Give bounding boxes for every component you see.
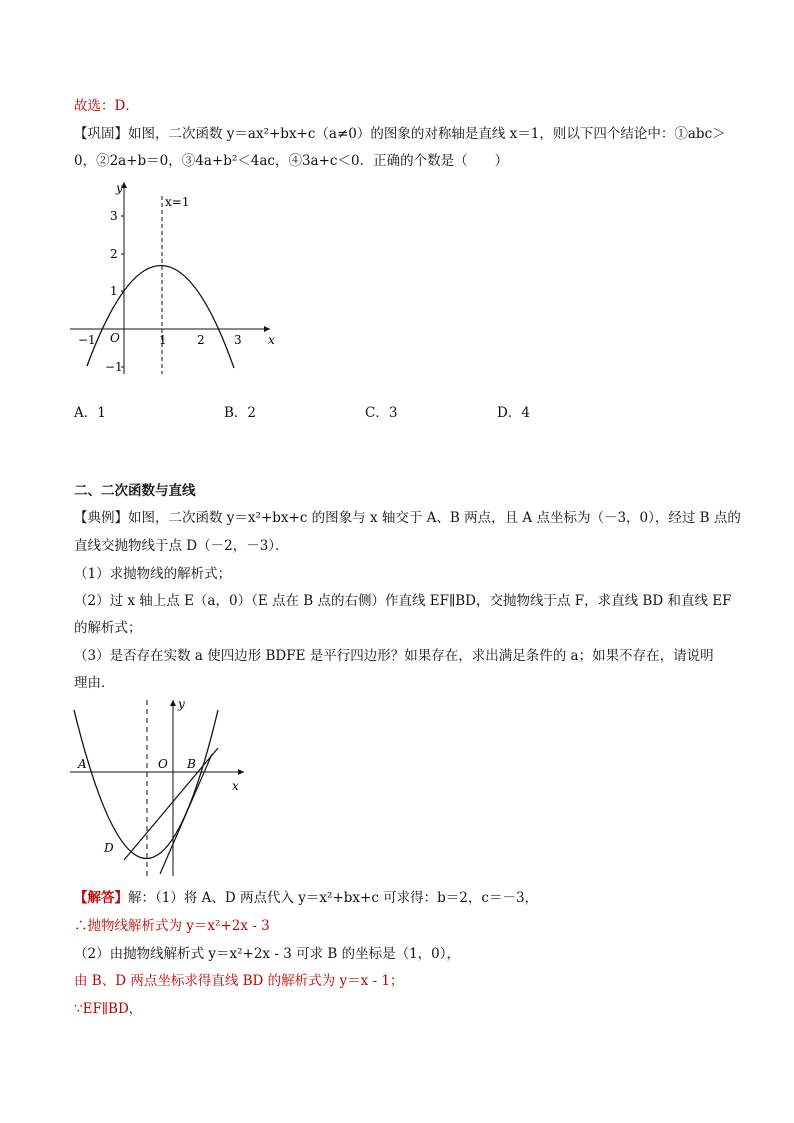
line-bd: [124, 748, 218, 860]
y-axis-label: y: [178, 697, 185, 711]
solution-line3: （2）由抛物线解析式 y＝x²+2x - 3 可求 B 的坐标是（1，0），: [74, 946, 461, 962]
parabola-line-graph-2: [66, 694, 256, 884]
x-axis-label: x: [268, 333, 275, 347]
option-b[interactable]: B．2: [224, 405, 257, 421]
parabola-curve: [74, 710, 218, 859]
solution-line1-text: 解：（1）将 A、D 两点代入 y＝x²+bx+c 可求得：b＝2，c＝－3，: [128, 890, 539, 906]
y-tick-label: 1: [110, 284, 118, 298]
x-axis-label: x: [232, 779, 239, 793]
question-part3-line1: （3）是否存在实数 a 使四边形 BDFE 是平行四边形？如果存在，求出满足条件的 a；如果不存在，请说明: [74, 648, 714, 664]
origin-label: O: [158, 757, 168, 771]
x-tick-label: 3: [234, 333, 242, 347]
example-text-line1: 【典例】如图，二次函数 y＝x²+bx+c 的图象与 x 轴交于 A、B 两点，且 A 点坐标为（－3，0），经过 B 点的: [74, 510, 741, 526]
question-part3-line2: 理由．: [74, 675, 115, 691]
option-c[interactable]: C．3: [365, 405, 398, 421]
section-heading: 二、二次函数与直线: [74, 483, 196, 499]
point-d-label: D: [104, 841, 114, 855]
origin-label: O: [110, 331, 120, 345]
question-text-line1: 【巩固】如图，二次函数 y＝ax²+bx+c（a≠0）的图象的对称轴是直线 x＝1，则以下四个结论中：①abc＞: [74, 126, 726, 142]
x-tick-label: 2: [197, 333, 205, 347]
option-d[interactable]: D．4: [497, 405, 530, 421]
y-tick-label: −1: [105, 360, 123, 374]
example-text-line2: 直线交抛物线于点 D（－2，－3）．: [74, 538, 289, 554]
parabola-curve: [87, 265, 234, 368]
point-a-label: A: [78, 757, 87, 771]
x-tick-label: 1: [159, 333, 167, 347]
solution-label: 【解答】: [74, 890, 128, 906]
solution-line4: 由 B、D 两点坐标求得直线 BD 的解析式为 y＝x - 1；: [74, 973, 404, 989]
question-part2-line2: 的解析式；: [74, 620, 142, 636]
y-tick-label: 2: [110, 247, 118, 261]
solution-line5: ∵EF∥BD，: [74, 1001, 143, 1017]
point-b-label: B: [187, 757, 196, 771]
question-text-line2: 0，②2a+b＝0，③4a+b²＜4ac，④3a+c＜0．正确的个数是（ ）: [74, 153, 509, 169]
y-axis-label: y: [116, 181, 123, 195]
symmetry-line-label: x=1: [165, 195, 190, 209]
solution-line2: ∴抛物线解析式为 y＝x²+2x - 3: [74, 918, 270, 934]
y-tick-label: 3: [110, 209, 118, 223]
answer-line: 故选：D．: [74, 98, 139, 114]
solution-line1: [74, 889, 538, 907]
question-part2-line1: （2）过 x 轴上点 E（a，0）（E 点在 B 点的右侧）作直线 EF∥BD，交抛物线于点 F，求直线 BD 和直线 EF: [74, 593, 732, 609]
option-a[interactable]: A．1: [74, 405, 106, 421]
x-tick-label: −1: [78, 333, 96, 347]
parabola-graph-1: [64, 174, 284, 380]
question-part1: （1）求抛物线的解析式；: [74, 566, 232, 582]
